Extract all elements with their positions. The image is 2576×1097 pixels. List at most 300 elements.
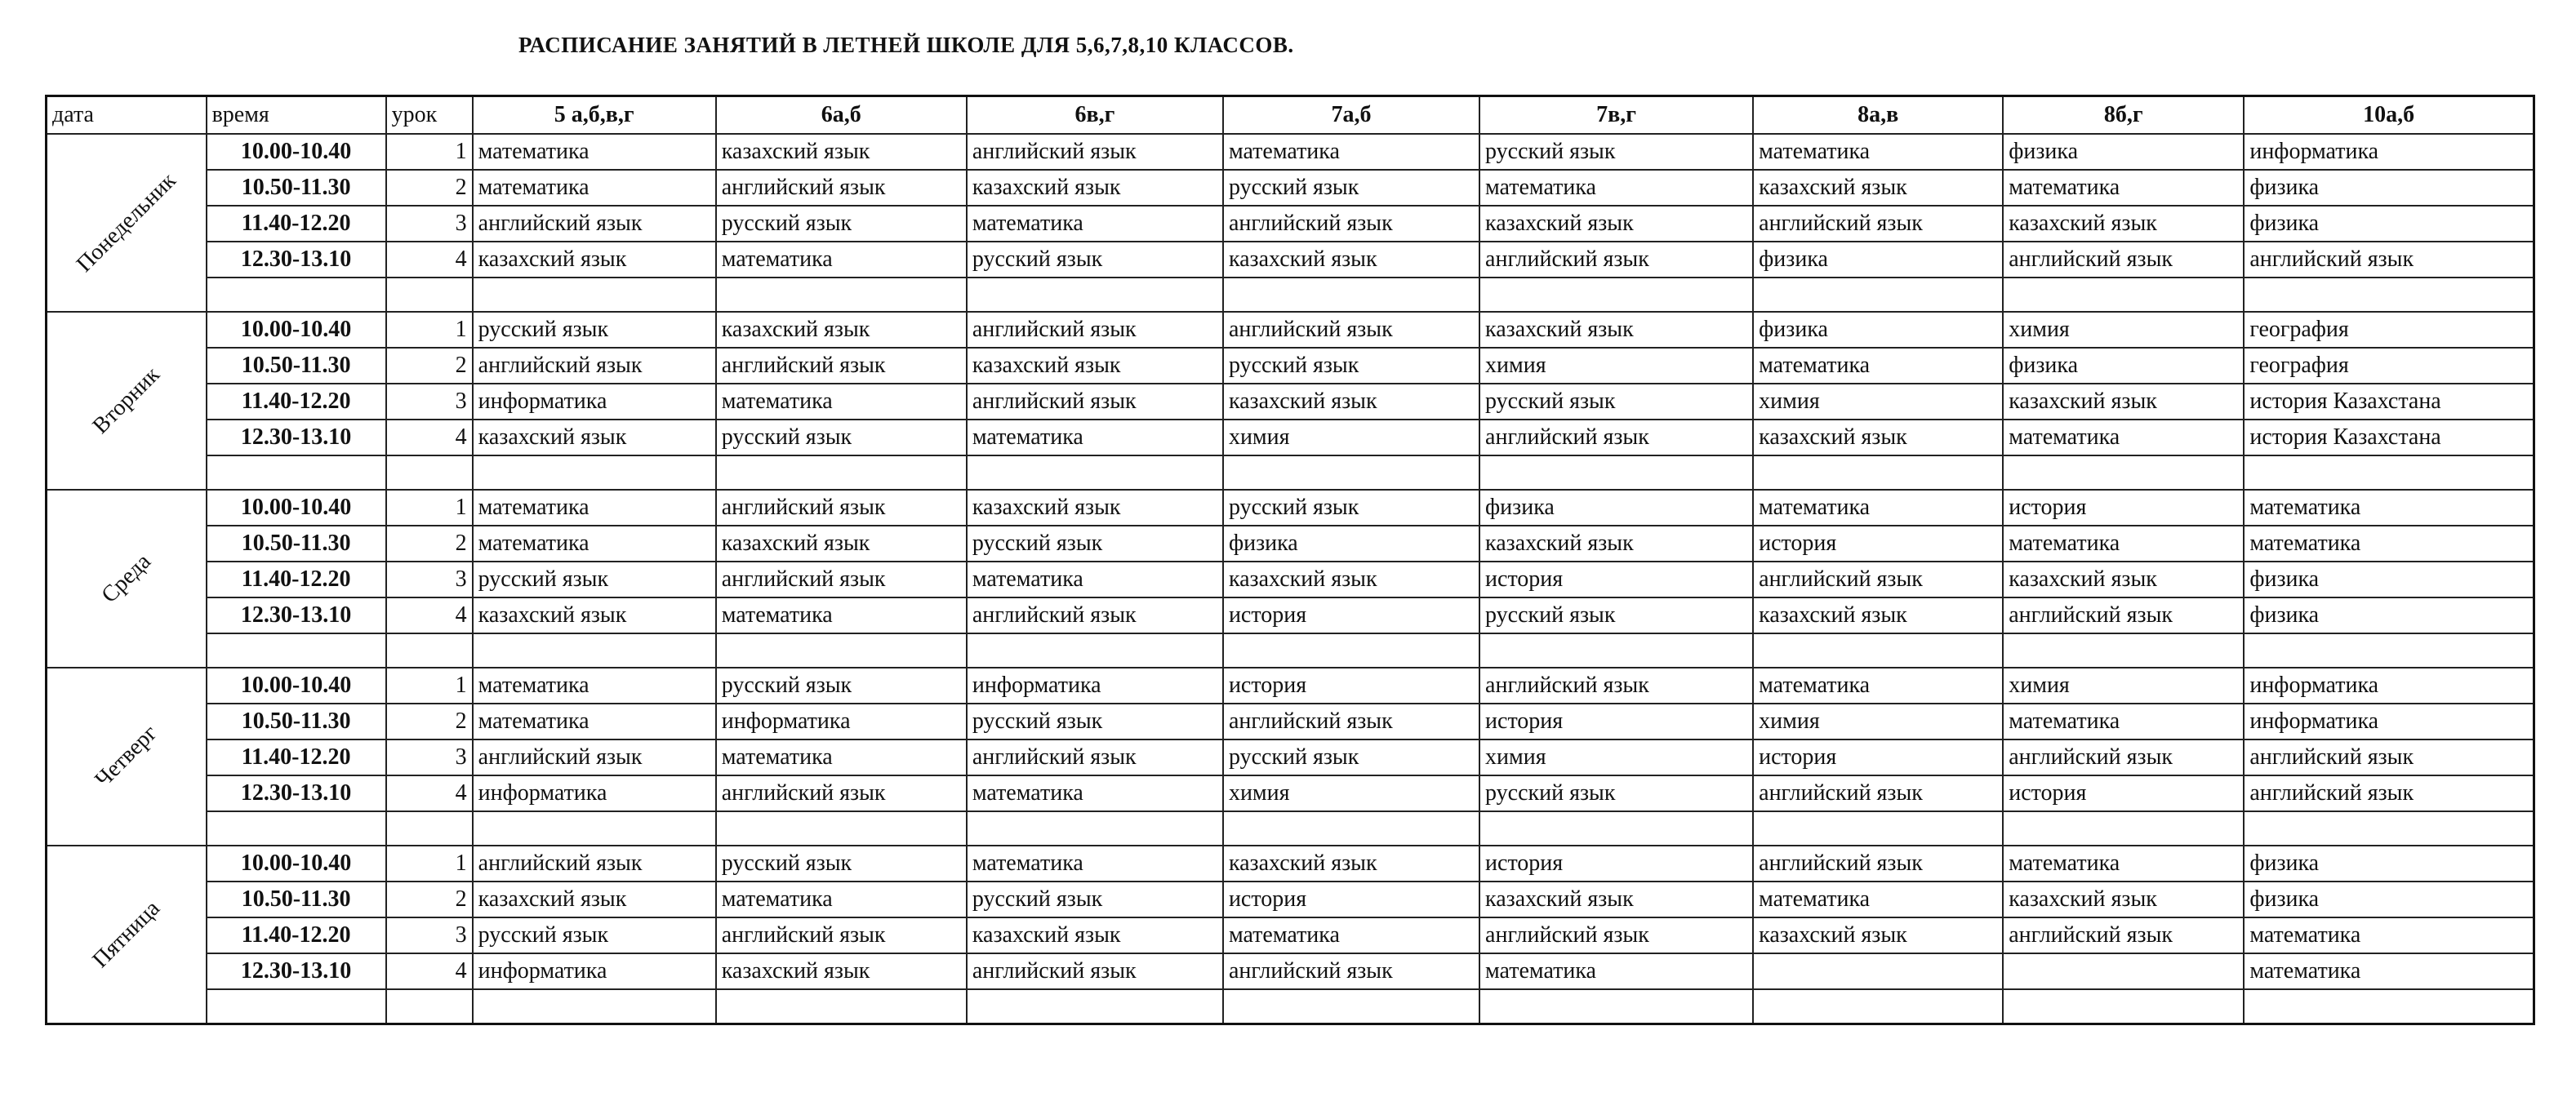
lesson-row — [47, 348, 2534, 384]
empty-cell — [716, 455, 967, 490]
empty-cell — [716, 811, 967, 846]
empty-cell — [386, 811, 473, 846]
subject-cell: казахский язык — [2003, 562, 2244, 597]
subject-cell: информатика — [967, 668, 1223, 704]
spacer-row — [47, 811, 2534, 846]
subject-cell: история Казахстана — [2244, 420, 2534, 455]
header-row — [47, 96, 2534, 135]
subject-cell: английский язык — [473, 846, 716, 882]
empty-cell — [2244, 278, 2534, 312]
empty-cell — [207, 811, 386, 846]
subject-cell: английский язык — [967, 953, 1223, 989]
subject-cell: английский язык — [2003, 917, 2244, 953]
subject-cell: математика — [967, 206, 1223, 242]
lesson-row — [47, 206, 2534, 242]
subject-cell: казахский язык — [1479, 882, 1753, 917]
day-cell — [47, 312, 207, 490]
lesson-row — [47, 953, 2534, 989]
lesson-row — [47, 668, 2534, 704]
subject-cell: математика — [2244, 953, 2534, 989]
subject-cell: математика — [473, 704, 716, 739]
subject-cell: английский язык — [1479, 668, 1753, 704]
empty-cell — [1753, 811, 2003, 846]
lesson-number: 2 — [386, 348, 473, 384]
lesson-row — [47, 490, 2534, 526]
subject-cell: математика — [1753, 668, 2003, 704]
subject-cell: история — [1753, 526, 2003, 562]
empty-cell — [716, 989, 967, 1024]
subject-cell: казахский язык — [1753, 170, 2003, 206]
lesson-number: 3 — [386, 562, 473, 597]
subject-cell: казахский язык — [2003, 384, 2244, 420]
subject-cell: история — [1223, 882, 1479, 917]
spacer-row — [47, 633, 2534, 668]
subject-cell: английский язык — [473, 739, 716, 775]
subject-cell: история — [1479, 846, 1753, 882]
subject-cell: математика — [967, 420, 1223, 455]
schedule-table — [45, 95, 2535, 1025]
empty-cell — [1753, 455, 2003, 490]
subject-cell: химия — [1223, 420, 1479, 455]
empty-cell — [207, 455, 386, 490]
subject-cell: математика — [1223, 917, 1479, 953]
time-cell: 10.50-11.30 — [207, 348, 386, 384]
subject-cell: русский язык — [1479, 134, 1753, 170]
header-class-5abvg: 5 а,б,в,г — [473, 96, 716, 135]
header-class-7vg: 7в,г — [1479, 96, 1753, 135]
subject-cell: информатика — [2244, 668, 2534, 704]
time-cell: 10.00-10.40 — [207, 490, 386, 526]
subject-cell: казахский язык — [716, 312, 967, 348]
day-cell — [47, 846, 207, 1024]
subject-cell: английский язык — [967, 312, 1223, 348]
subject-cell: казахский язык — [716, 953, 967, 989]
subject-cell: казахский язык — [1479, 206, 1753, 242]
subject-cell: русский язык — [1479, 775, 1753, 811]
subject-cell: математика — [716, 242, 967, 278]
lesson-number: 2 — [386, 882, 473, 917]
subject-cell: казахский язык — [716, 134, 967, 170]
subject-cell: математика — [473, 490, 716, 526]
empty-cell — [473, 455, 716, 490]
time-cell: 10.00-10.40 — [207, 312, 386, 348]
lesson-number: 1 — [386, 312, 473, 348]
subject-cell: английский язык — [1753, 562, 2003, 597]
subject-cell: математика — [2003, 420, 2244, 455]
day-cell — [47, 490, 207, 668]
empty-cell — [2003, 278, 2244, 312]
empty-cell — [473, 633, 716, 668]
subject-cell: английский язык — [716, 775, 967, 811]
subject-cell: казахский язык — [967, 348, 1223, 384]
subject-cell: математика — [473, 134, 716, 170]
header-class-6vg: 6в,г — [967, 96, 1223, 135]
empty-cell — [1223, 633, 1479, 668]
subject-cell: английский язык — [1753, 775, 2003, 811]
subject-cell: английский язык — [967, 739, 1223, 775]
subject-cell: история — [1753, 739, 2003, 775]
subject-cell: физика — [2244, 170, 2534, 206]
subject-cell: математика — [1479, 953, 1753, 989]
subject-cell: физика — [2244, 562, 2534, 597]
subject-cell: русский язык — [1479, 597, 1753, 633]
subject-cell: казахский язык — [716, 526, 967, 562]
empty-cell — [386, 455, 473, 490]
lesson-number: 3 — [386, 206, 473, 242]
subject-cell: математика — [473, 668, 716, 704]
empty-cell — [1753, 633, 2003, 668]
time-cell: 10.00-10.40 — [207, 668, 386, 704]
subject-cell: английский язык — [2003, 739, 2244, 775]
subject-cell: английский язык — [716, 562, 967, 597]
subject-cell: казахский язык — [1223, 562, 1479, 597]
subject-cell: английский язык — [473, 206, 716, 242]
subject-cell: казахский язык — [1753, 597, 2003, 633]
empty-cell — [1753, 278, 2003, 312]
lesson-row — [47, 562, 2534, 597]
lesson-number: 4 — [386, 775, 473, 811]
subject-cell: химия — [2003, 668, 2244, 704]
spacer-row — [47, 455, 2534, 490]
subject-cell: математика — [2244, 490, 2534, 526]
subject-cell: русский язык — [716, 206, 967, 242]
empty-cell — [207, 989, 386, 1024]
empty-cell — [2244, 811, 2534, 846]
empty-cell — [1479, 989, 1753, 1024]
lesson-row — [47, 739, 2534, 775]
subject-cell: физика — [2244, 882, 2534, 917]
subject-cell: английский язык — [967, 597, 1223, 633]
subject-cell: английский язык — [1479, 242, 1753, 278]
day-label: Четверг — [90, 720, 162, 793]
time-cell: 10.50-11.30 — [207, 882, 386, 917]
header-class-7ab: 7а,б — [1223, 96, 1479, 135]
empty-cell — [2244, 455, 2534, 490]
subject-cell: физика — [2244, 597, 2534, 633]
empty-cell — [473, 278, 716, 312]
subject-cell: русский язык — [716, 420, 967, 455]
subject-cell: математика — [2003, 170, 2244, 206]
empty-cell — [1479, 633, 1753, 668]
lesson-number: 4 — [386, 597, 473, 633]
empty-cell — [207, 278, 386, 312]
empty-cell — [2244, 633, 2534, 668]
time-cell: 12.30-13.10 — [207, 597, 386, 633]
empty-cell — [967, 455, 1223, 490]
subject-cell: математика — [2003, 704, 2244, 739]
subject-cell: история — [1223, 597, 1479, 633]
subject-cell: английский язык — [1479, 917, 1753, 953]
subject-cell: русский язык — [1223, 170, 1479, 206]
subject-cell: химия — [1753, 384, 2003, 420]
subject-cell: русский язык — [1479, 384, 1753, 420]
subject-cell: информатика — [473, 953, 716, 989]
subject-cell: математика — [716, 739, 967, 775]
lesson-number: 1 — [386, 668, 473, 704]
lesson-number: 3 — [386, 739, 473, 775]
lesson-row — [47, 846, 2534, 882]
day-label: Среда — [96, 548, 156, 608]
subject-cell: казахский язык — [473, 420, 716, 455]
header-class-6ab: 6а,б — [716, 96, 967, 135]
time-cell: 11.40-12.20 — [207, 562, 386, 597]
subject-cell: математика — [1753, 882, 2003, 917]
subject-cell: русский язык — [473, 917, 716, 953]
subject-cell: история — [2003, 490, 2244, 526]
day-label: Вторник — [87, 362, 165, 439]
lesson-number: 3 — [386, 384, 473, 420]
subject-cell: казахский язык — [967, 170, 1223, 206]
subject-cell — [1753, 953, 2003, 989]
empty-cell — [1479, 278, 1753, 312]
lesson-row — [47, 597, 2534, 633]
empty-cell — [386, 278, 473, 312]
lesson-number: 2 — [386, 170, 473, 206]
lesson-row — [47, 775, 2534, 811]
subject-cell: английский язык — [716, 917, 967, 953]
empty-cell — [967, 633, 1223, 668]
subject-cell: казахский язык — [1753, 917, 2003, 953]
day-cell — [47, 668, 207, 846]
lesson-number: 2 — [386, 704, 473, 739]
header-class-10ab: 10а,б — [2244, 96, 2534, 135]
time-cell: 10.50-11.30 — [207, 704, 386, 739]
empty-cell — [473, 989, 716, 1024]
header-time: время — [207, 96, 386, 135]
subject-cell: английский язык — [2244, 739, 2534, 775]
subject-cell: русский язык — [473, 312, 716, 348]
subject-cell: английский язык — [716, 170, 967, 206]
empty-cell — [967, 989, 1223, 1024]
subject-cell: история — [1479, 562, 1753, 597]
subject-cell: история Казахстана — [2244, 384, 2534, 420]
time-cell: 12.30-13.10 — [207, 953, 386, 989]
lesson-number: 3 — [386, 917, 473, 953]
subject-cell: русский язык — [716, 668, 967, 704]
subject-cell: русский язык — [967, 882, 1223, 917]
subject-cell: казахский язык — [473, 597, 716, 633]
subject-cell: английский язык — [2003, 597, 2244, 633]
subject-cell: английский язык — [1479, 420, 1753, 455]
subject-cell: математика — [716, 882, 967, 917]
subject-cell: математика — [1479, 170, 1753, 206]
day-label: Понедельник — [71, 167, 181, 278]
subject-cell: физика — [1753, 312, 2003, 348]
time-cell: 12.30-13.10 — [207, 242, 386, 278]
subject-cell: казахский язык — [473, 882, 716, 917]
subject-cell: казахский язык — [967, 490, 1223, 526]
subject-cell: английский язык — [2244, 775, 2534, 811]
subject-cell: английский язык — [967, 384, 1223, 420]
subject-cell: химия — [2003, 312, 2244, 348]
subject-cell: казахский язык — [1479, 312, 1753, 348]
subject-cell: химия — [1223, 775, 1479, 811]
subject-cell: казахский язык — [1479, 526, 1753, 562]
subject-cell: английский язык — [1223, 704, 1479, 739]
subject-cell: физика — [2244, 846, 2534, 882]
time-cell: 11.40-12.20 — [207, 917, 386, 953]
lesson-row — [47, 312, 2534, 348]
empty-cell — [1479, 455, 1753, 490]
empty-cell — [1223, 455, 1479, 490]
subject-cell: казахский язык — [2003, 882, 2244, 917]
lesson-row — [47, 526, 2534, 562]
empty-cell — [386, 633, 473, 668]
subject-cell: казахский язык — [1223, 384, 1479, 420]
subject-cell: казахский язык — [1753, 420, 2003, 455]
subject-cell: математика — [967, 846, 1223, 882]
subject-cell: русский язык — [967, 704, 1223, 739]
time-cell: 10.50-11.30 — [207, 170, 386, 206]
empty-cell — [2003, 811, 2244, 846]
subject-cell: химия — [1753, 704, 2003, 739]
subject-cell: математика — [2003, 526, 2244, 562]
subject-cell: география — [2244, 348, 2534, 384]
header-class-8bg: 8б,г — [2003, 96, 2244, 135]
lesson-number: 4 — [386, 953, 473, 989]
empty-cell — [1223, 811, 1479, 846]
lesson-number: 2 — [386, 526, 473, 562]
empty-cell — [1479, 811, 1753, 846]
empty-cell — [1753, 989, 2003, 1024]
subject-cell: русский язык — [1223, 739, 1479, 775]
subject-cell — [2003, 953, 2244, 989]
day-label: Пятница — [87, 895, 165, 973]
lesson-number: 1 — [386, 134, 473, 170]
lesson-row — [47, 917, 2534, 953]
subject-cell: русский язык — [473, 562, 716, 597]
subject-cell: казахский язык — [967, 917, 1223, 953]
subject-cell: история — [2003, 775, 2244, 811]
subject-cell: английский язык — [1753, 846, 2003, 882]
subject-cell: химия — [1479, 739, 1753, 775]
subject-cell: физика — [2244, 206, 2534, 242]
subject-cell: физика — [1479, 490, 1753, 526]
subject-cell: физика — [1223, 526, 1479, 562]
subject-cell: русский язык — [1223, 490, 1479, 526]
time-cell: 11.40-12.20 — [207, 739, 386, 775]
subject-cell: английский язык — [2244, 242, 2534, 278]
lesson-number: 4 — [386, 242, 473, 278]
subject-cell: математика — [473, 170, 716, 206]
subject-cell: английский язык — [716, 348, 967, 384]
subject-cell: физика — [2003, 348, 2244, 384]
page-title: РАСПИСАНИЕ ЗАНЯТИЙ В ЛЕТНЕЙ ШКОЛЕ ДЛЯ 5,6,7,8,10 КЛАССОВ. — [518, 33, 1294, 57]
spacer-row — [47, 989, 2534, 1024]
subject-cell: английский язык — [1753, 206, 2003, 242]
subject-cell: русский язык — [967, 526, 1223, 562]
time-cell: 11.40-12.20 — [207, 384, 386, 420]
time-cell: 12.30-13.10 — [207, 775, 386, 811]
lesson-row — [47, 384, 2534, 420]
subject-cell: казахский язык — [1223, 242, 1479, 278]
subject-cell: математика — [2244, 526, 2534, 562]
subject-cell: казахский язык — [1223, 846, 1479, 882]
day-cell — [47, 134, 207, 312]
header-date: дата — [47, 96, 207, 135]
subject-cell: история — [1223, 668, 1479, 704]
lesson-row — [47, 704, 2534, 739]
lesson-row — [47, 170, 2534, 206]
spacer-row — [47, 278, 2534, 312]
subject-cell: информатика — [2244, 134, 2534, 170]
subject-cell: английский язык — [716, 490, 967, 526]
empty-cell — [967, 811, 1223, 846]
time-cell: 11.40-12.20 — [207, 206, 386, 242]
empty-cell — [1223, 278, 1479, 312]
subject-cell: английский язык — [967, 134, 1223, 170]
empty-cell — [2003, 633, 2244, 668]
subject-cell: история — [1479, 704, 1753, 739]
time-cell: 10.50-11.30 — [207, 526, 386, 562]
empty-cell — [207, 633, 386, 668]
lesson-row — [47, 420, 2534, 455]
subject-cell: математика — [1753, 490, 2003, 526]
lesson-number: 1 — [386, 490, 473, 526]
subject-cell: математика — [1223, 134, 1479, 170]
time-cell: 10.00-10.40 — [207, 846, 386, 882]
lesson-row — [47, 882, 2534, 917]
lesson-number: 1 — [386, 846, 473, 882]
subject-cell: информатика — [2244, 704, 2534, 739]
empty-cell — [1223, 989, 1479, 1024]
lesson-row — [47, 134, 2534, 170]
subject-cell: математика — [2244, 917, 2534, 953]
subject-cell: математика — [2003, 846, 2244, 882]
subject-cell: математика — [716, 597, 967, 633]
header-class-8av: 8а,в — [1753, 96, 2003, 135]
subject-cell: русский язык — [1223, 348, 1479, 384]
empty-cell — [716, 633, 967, 668]
empty-cell — [967, 278, 1223, 312]
empty-cell — [2003, 989, 2244, 1024]
empty-cell — [386, 989, 473, 1024]
empty-cell — [2244, 989, 2534, 1024]
subject-cell: английский язык — [1223, 953, 1479, 989]
header-lesson: урок — [386, 96, 473, 135]
schedule-body — [47, 134, 2534, 1024]
empty-cell — [2003, 455, 2244, 490]
subject-cell: математика — [967, 775, 1223, 811]
subject-cell: казахский язык — [2003, 206, 2244, 242]
time-cell: 12.30-13.10 — [207, 420, 386, 455]
empty-cell — [473, 811, 716, 846]
subject-cell: информатика — [473, 775, 716, 811]
subject-cell: информатика — [716, 704, 967, 739]
lesson-number: 4 — [386, 420, 473, 455]
subject-cell: английский язык — [1223, 206, 1479, 242]
subject-cell: английский язык — [2003, 242, 2244, 278]
subject-cell: математика — [1753, 134, 2003, 170]
subject-cell: физика — [1753, 242, 2003, 278]
subject-cell: физика — [2003, 134, 2244, 170]
subject-cell: казахский язык — [473, 242, 716, 278]
subject-cell: математика — [716, 384, 967, 420]
subject-cell: информатика — [473, 384, 716, 420]
subject-cell: математика — [967, 562, 1223, 597]
subject-cell: химия — [1479, 348, 1753, 384]
lesson-row — [47, 242, 2534, 278]
subject-cell: английский язык — [1223, 312, 1479, 348]
subject-cell: английский язык — [473, 348, 716, 384]
subject-cell: русский язык — [716, 846, 967, 882]
subject-cell: математика — [1753, 348, 2003, 384]
subject-cell: математика — [473, 526, 716, 562]
time-cell: 10.00-10.40 — [207, 134, 386, 170]
subject-cell: география — [2244, 312, 2534, 348]
empty-cell — [716, 278, 967, 312]
subject-cell: русский язык — [967, 242, 1223, 278]
